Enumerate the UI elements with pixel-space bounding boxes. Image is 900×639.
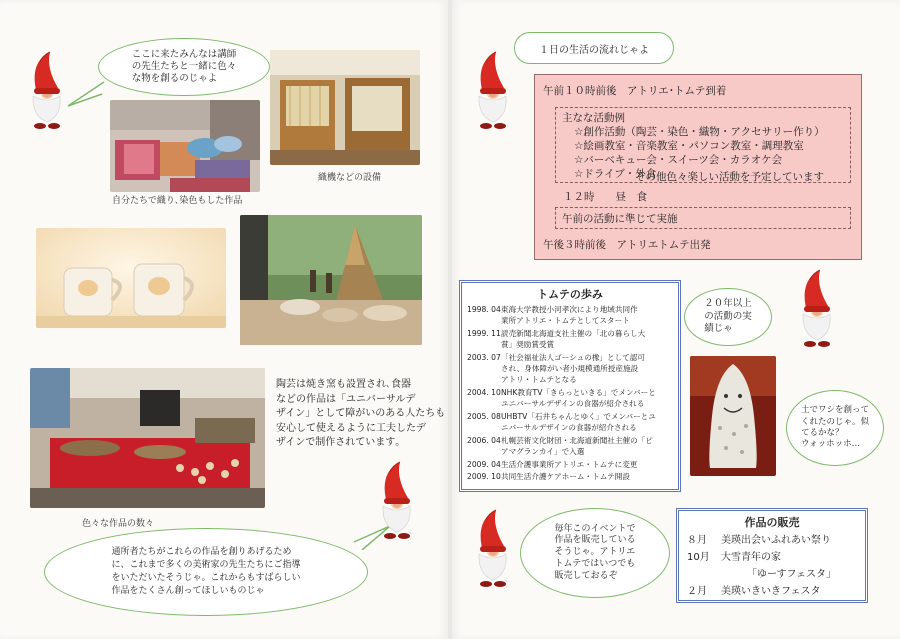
history-row	[467, 340, 554, 350]
activity-item: ☆絵画教室・音楽教室・パソコン教室・調理教室	[574, 140, 804, 152]
speech-bubble-event	[520, 508, 670, 598]
speech-bubble-clay	[786, 390, 884, 466]
sales-event: 美瑛出会いふれあい祭り	[721, 535, 831, 546]
activity-item-label: ☆ドライブ・外食	[574, 168, 657, 180]
sales-row	[687, 531, 831, 546]
gnome-illustration	[798, 268, 838, 350]
caption-various-works: 色々な作品の数々	[82, 519, 155, 529]
history-year: 2006. 04	[467, 436, 501, 445]
history-row	[467, 447, 584, 457]
gnome-illustration	[28, 50, 68, 132]
sales-month: ２月	[687, 586, 707, 597]
history-row	[467, 316, 630, 326]
sales-row	[687, 548, 781, 563]
speech-bubble-text: ここに来たみんなは講師 の先生たちと一緒に色々 な物を創るのじゃよ	[131, 49, 237, 84]
photo-loom	[270, 50, 420, 165]
gnome-illustration	[474, 50, 514, 132]
history-row	[467, 472, 630, 482]
speech-bubble-text: 通所者たちがこれらの作品を創りあげるため に、これまで多くの美術家の先生たちにご指導 をいただいたそうじゃ。これからもすばらしい 作品をたくさん創ってほしいものじゃ	[111, 546, 301, 597]
schedule-lunch: １２時 昼 食	[563, 191, 647, 203]
photo-clay-gnome	[690, 356, 776, 476]
right-page	[452, 0, 900, 639]
history-text: 札幌芸術文化財団・北海道新聞社主催の「ピ	[501, 436, 653, 445]
history-row	[467, 436, 653, 446]
activities-title: 主なな活動例	[562, 112, 625, 124]
history-text: UHBTV「石井ちゃんとゆく」でメンバーとユ	[501, 412, 656, 421]
left-page	[0, 0, 448, 639]
history-year: 1999. 11	[467, 329, 501, 338]
history-row	[467, 353, 645, 363]
schedule-afternoon: 午前の活動に準じて実施	[562, 213, 678, 225]
sales-row	[687, 582, 821, 597]
gnome-illustration	[378, 460, 418, 542]
history-text: アマグランカイ」で入選	[501, 447, 585, 456]
history-text: NHK教育TV「きらっといきる」でメンバーと	[501, 388, 656, 397]
bubble-tail	[66, 80, 106, 110]
history-row	[467, 375, 577, 385]
history-year: 2009. 10	[467, 472, 501, 481]
history-year: 1998. 04	[467, 305, 501, 314]
history-year: 2004. 10	[467, 388, 501, 397]
sales-title: 作品の販売	[744, 516, 800, 529]
history-row	[467, 305, 638, 315]
history-row	[467, 364, 638, 374]
history-text: 「社会福祉法人ゴーシュの橡」として認可	[501, 353, 645, 362]
history-text: ニバーサルデザインの食器が紹介される	[501, 423, 637, 432]
history-text: 読売新聞北海道支社主催の「北の暮らし大	[501, 329, 646, 338]
afternoon-box	[555, 207, 851, 229]
photo-mugs	[36, 228, 226, 328]
sales-event: 「ゆーすフェスタ」	[747, 569, 836, 580]
history-row	[467, 329, 645, 339]
sales-month: 10月	[687, 552, 710, 563]
history-year: 2003. 07	[467, 353, 501, 362]
history-text: 共同生活介護ケアホーム・トムテ開設	[501, 472, 630, 481]
photo-pottery-display	[240, 215, 422, 345]
activity-item: ☆バーベキュー会・スイーツ会・カラオケ会	[574, 154, 783, 166]
history-year: 2005. 08	[467, 412, 501, 421]
history-text: アトリ・トムテとなる	[501, 375, 577, 384]
history-text: 生活介護事業所アトリエ・トムテに変更	[501, 460, 638, 469]
history-year: 2009. 04	[467, 460, 501, 469]
speech-bubble-text: 土でワシを創って くれたのじゃ。似 てるかな？ ウォッホッホ…	[800, 405, 869, 450]
history-text: 賞」奨励賞受賞	[501, 340, 555, 349]
history-title: トムテの歩み	[537, 288, 603, 301]
history-row	[467, 423, 637, 433]
sales-row	[687, 565, 836, 580]
photo-various-works	[30, 368, 265, 508]
sales-box	[676, 508, 868, 603]
daily-schedule-box	[534, 74, 862, 260]
sales-event: 大雪青年の家	[721, 552, 781, 563]
history-text: 東海大学教授小河孝次により地域共同作	[501, 305, 638, 314]
speech-bubble-schedule	[514, 32, 674, 64]
gnome-illustration	[474, 508, 514, 590]
photo-woven-works	[110, 100, 260, 192]
sales-month: ８月	[687, 535, 707, 546]
speech-bubble-text: １日の生活の流れじゃよ	[539, 44, 649, 56]
history-text: ユニバーサルデザインの食器が紹介される	[501, 399, 645, 408]
sales-event: 美瑛いきいきフェスタ	[721, 586, 821, 597]
history-text: され、身体障がい者小規模通所授産施設	[501, 364, 639, 373]
history-row	[467, 460, 637, 470]
activity-item: ☆創作活動（陶芸・染色・織物・アクセサリー作り）	[574, 126, 825, 138]
history-row	[467, 388, 656, 398]
speech-bubble-artists	[44, 528, 368, 616]
activities-more: その他色々楽しい活動を予定しています	[635, 171, 824, 183]
caption-woven-works: 自分たちで織り､染色もした作品	[112, 196, 243, 206]
caption-loom: 織機などの設備	[318, 173, 382, 183]
pottery-description: 陶芸は焼き窯も設置され､食器 などの作品は「ユニバーサルデ ザイン」として障がいのある人たちも 安心して使えるように工夫したデ ザインで制作されています｡	[276, 379, 446, 448]
speech-bubble-text: 毎年このイベントで 作品を販売している そうじゃ。アトリエ トムテではいつでも 販売しておるぞ	[554, 523, 636, 581]
schedule-departure: 午後３時前後 アトリエトムテ出発	[543, 239, 711, 251]
history-text: 業所アトリエ・トムテとしてスタート	[501, 316, 630, 325]
history-row	[467, 399, 644, 409]
schedule-arrival: 午前１０時前後 アトリエ･トムテ到着	[543, 85, 727, 97]
history-row	[467, 412, 656, 422]
history-box	[459, 280, 681, 492]
speech-bubble-20-years	[684, 288, 772, 346]
speech-bubble-intro	[98, 38, 270, 96]
speech-bubble-text: ２０年以上 の活動の実 績じゃ	[704, 297, 752, 335]
